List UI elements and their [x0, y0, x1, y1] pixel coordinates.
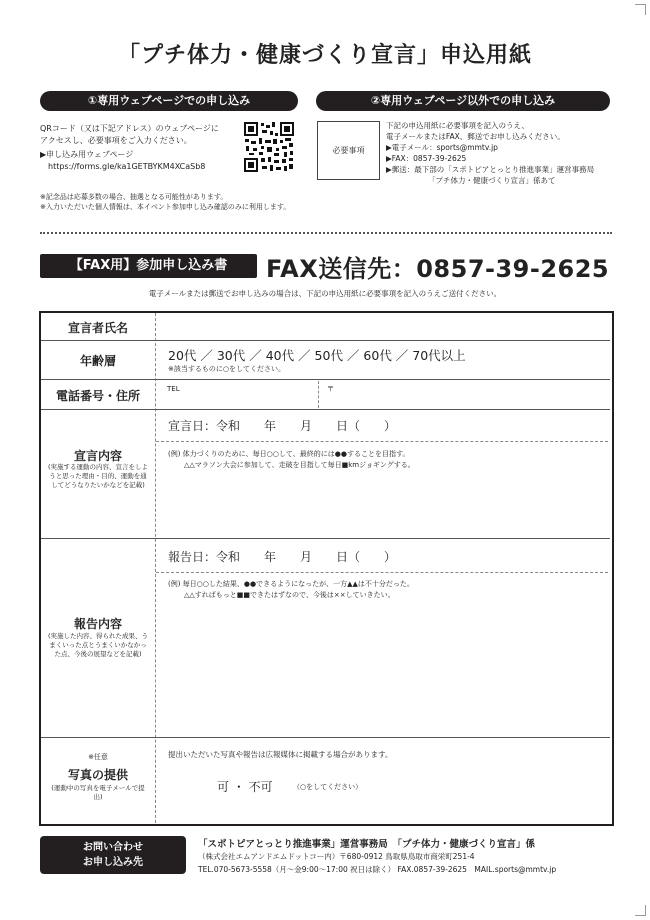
row-line [41, 340, 610, 341]
row-line [41, 409, 610, 410]
note-2: ※入力いただいた個人情報は、本イベント参加申し込み確認のみに利用します。 [40, 203, 291, 211]
section1-url[interactable]: https://forms.gle/ka1GETBYKM4XCaSb8 [48, 162, 206, 171]
footer-org: 「スポトピアとっとり推進事業」運営事務局 「プチ体力・健康づくり宣言」係 [198, 839, 536, 850]
section1-line2: アクセスし、必要事項をご入力ください。 [40, 136, 192, 145]
contact-pill-line1: お問い合わせ [83, 842, 143, 853]
declaration-field[interactable] [157, 474, 608, 536]
page-title: 「プチ体力・健康づくり宣言」申込用紙 [117, 43, 532, 68]
row-line-dashed [156, 572, 608, 573]
photo-sub: (運動中の写真を電子メールで提出) [51, 784, 145, 801]
name-label: 宣言者氏名 [67, 321, 128, 335]
dotted-separator [40, 232, 612, 234]
declaration-example-1: (例) 体力づくりのために、毎日○○して、最終的には●●することを目指す。 [168, 450, 410, 458]
note-1: ※記念品は応募多数の場合、抽選となる可能性があります。 [40, 193, 228, 201]
contact-pill-line2: お申し込み先 [83, 857, 143, 868]
report-field[interactable] [157, 604, 608, 735]
photo-note: 提出いただいた写真や報告は広報媒体に掲載する場合があります。 [168, 750, 393, 759]
photo-optional: ※任意 [88, 753, 108, 761]
postal-field[interactable]: 〒 [327, 385, 334, 393]
declaration-sub: (実施する運動の内容、宣言をしようと思った理由・目的、運動を通してどうなりたいかなどを記載) [47, 463, 149, 489]
footer-address: （株式会社エムアンドエムドットコー内）〒680-0912 鳥取県鳥取市商栄町251-4 [198, 852, 475, 861]
report-sub: (実施した内容、得られた成果、うまくいった点とうまくいかなかった点、今後の展望などを記載) [47, 632, 149, 658]
crop-mark-bottom-right [635, 905, 646, 916]
age-note: ※該当するものに○をしてください。 [168, 365, 285, 373]
fax-form-label: 【FAX用】参加申し込み書 [40, 254, 257, 278]
report-date[interactable]: 報告日：令和 年 月 日（ ） [168, 550, 397, 564]
fax-number: FAX送信先：0857-39-2625 [266, 255, 610, 283]
section2-mail: ▶郵送：最下部の「スポトピアとっとり推進事業」運営事務局 [386, 165, 595, 174]
declaration-label: 宣言内容 [73, 449, 122, 463]
section2-line1: 下記の申込用紙に必要事項を記入のうえ、 [386, 121, 529, 130]
age-options[interactable]: 20代 ／ 30代 ／ 40代 ／ 50代 ／ 60代 ／ 70代以上 [168, 348, 466, 363]
contact-pill [40, 836, 186, 874]
column-divider [155, 313, 156, 823]
section2-fax: ▶FAX：0857-39-2625 [386, 154, 467, 163]
footer-contact: TEL.070-5673-5558（月〜金9:00〜17:00 祝日は除く） FAX.0857-39-2625 MAIL.sports@mmtv.jp [198, 865, 557, 874]
section1-line1: QRコード（又は下記アドレス）のウェブページに [40, 124, 219, 133]
name-field[interactable] [157, 313, 608, 339]
photo-choice-note: （○をしてください） [293, 783, 363, 791]
report-label: 報告内容 [73, 617, 122, 631]
section2-text [386, 120, 636, 186]
notes [40, 192, 290, 212]
section1-link-label: ▶申し込み用ウェブページ [40, 150, 134, 159]
photo-label: 写真の提供 [67, 768, 128, 782]
section1-header: ①専用ウェブページでの申し込み [40, 91, 298, 111]
report-example-1: (例) 毎日○○した結果、●●できるようになったが、一方▲▲は不十分だった。 [168, 580, 414, 588]
required-items-label: 必要事項 [332, 146, 365, 155]
required-items-box [317, 121, 380, 180]
section2-line2: 電子メールまたはFAX、郵送でお申し込みください。 [386, 132, 565, 141]
age-label: 年齢層 [79, 354, 116, 368]
declaration-date[interactable]: 宣言日：令和 年 月 日（ ） [168, 419, 397, 433]
photo-choice[interactable]: 可 ・ 不可 [217, 780, 273, 794]
fax-subtitle: 電子メールまたは郵送でお申し込みの場合は、下記の申込用紙に必要事項を記入のうえご送付ください。 [148, 289, 502, 298]
qr-code-icon[interactable] [243, 121, 295, 173]
phone-address-label: 電話番号・住所 [55, 389, 140, 403]
section2-header: ②専用ウェブページ以外での申し込み [316, 91, 610, 111]
section2-mail2: 「プチ体力・健康づくり宣言」係あて [428, 176, 556, 185]
row-line [41, 737, 610, 738]
row-line-dashed [156, 441, 608, 442]
section2-email[interactable]: ▶電子メール：sports@mmtv.jp [386, 143, 498, 152]
report-example-2: △△すればもっと■■できたはずなので、今後は××していきたい。 [184, 591, 395, 599]
section1-text [40, 123, 240, 173]
tel-field[interactable]: TEL [167, 385, 180, 393]
row-line [41, 379, 610, 380]
declaration-example-2: △△マラソン大会に参加して、走破を目指して毎日■kmジョギングする。 [184, 461, 415, 469]
crop-mark-top-right [635, 4, 646, 15]
tel-postal-divider [318, 381, 319, 408]
row-line [41, 538, 610, 539]
